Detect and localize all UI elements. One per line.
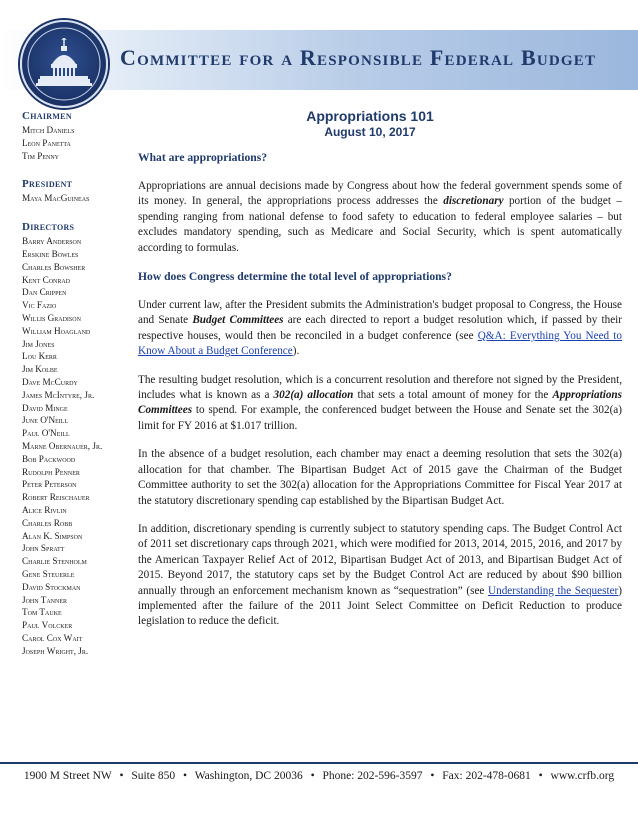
director-name: Erskine Bowles <box>22 248 79 259</box>
director-name: Dave McCurdy <box>22 376 78 387</box>
text-span: are each directed to report a budget resolution which, if passed by their respective houses, would then be reconciled in a budget conference (see <box>138 314 622 342</box>
director-name: Charles Robb <box>22 517 73 528</box>
director-name: Charles Bowsher <box>22 261 86 272</box>
paragraph <box>138 179 622 256</box>
paragraph <box>138 373 622 435</box>
text-span: ) implemented after the failure of the 2011 Joint Select Committee on Deficit Reduction to produce legislation to reduce the deficit. <box>138 584 623 628</box>
director-name: Tom Tauke <box>22 607 62 618</box>
director-name: Paul O'Neill <box>22 428 70 439</box>
paragraph: In the absence of a budget resolution, each chamber may enact a deeming resolution that sets the 302(a) allocation for that chamber. The Bipartisan Budget Act of 2015 gave the Chairman of the Budget Committee authority to set the 302(a) allocation for the Appropriations Committee for Fiscal Year 2017 at the statutory discretionary spending cap established by the Bipartisan Budget Act. <box>138 448 622 507</box>
capitol-seal-logo <box>20 20 108 108</box>
text-span: Under current law, after the President submits the Administration's budget proposal to Congress, the House and Senate <box>138 299 622 327</box>
director-name: William Hoagland <box>22 325 91 336</box>
director-name: Paul Volcker <box>22 620 73 631</box>
director-name: Jim Kolbe <box>22 364 58 375</box>
emphasis-text: Appropriations Committees <box>138 389 622 417</box>
paragraph <box>138 298 622 360</box>
bullet-separator: • <box>119 770 124 782</box>
director-name: Alice Rivlin <box>22 504 67 515</box>
chairmen-heading: Chairmen <box>22 110 72 122</box>
document-title: Appropriations 101 <box>306 108 434 124</box>
director-name: Lou Kerr <box>22 351 57 362</box>
understanding-sequester-link[interactable]: Understanding the Sequester <box>488 584 619 597</box>
director-name: Marne Obernauer, Jr. <box>22 440 103 451</box>
director-name: June O'Neill <box>22 415 69 426</box>
text-span: In addition, discretionary spending is currently subject to statutory spending caps. The Budget Control Act of 2011 set discretionary caps through 2021, which were modified for 2013, 2014, 2015, 2016, and 2017 by the American Taxpayer Relief Act of 2012, Bipartisan Budget Act of 2013, and Bipartisan Budget Act of 2015. Beyond 2017, the statutory caps set by the Budget Control Act are reduced by about $90 billion annually through an enforcement mechanism known as “sequestration” (see <box>138 522 622 597</box>
bullet-separator: • <box>182 770 188 782</box>
director-name: John Spratt <box>22 543 65 554</box>
footer-fax: Fax: 202-478-0681 <box>442 770 531 782</box>
director-name: Barry Anderson <box>22 236 82 247</box>
directors-heading: Directors <box>22 221 75 234</box>
director-name: Joseph Wright, Jr. <box>22 645 89 656</box>
director-name: Gene Steuerle <box>22 568 75 579</box>
chairman-name: Leon Panetta <box>22 137 71 148</box>
text-span: Appropriations are annual decisions made by Congress about how the federal government spends some of its money. In general, the appropriations process addresses the <box>138 180 622 208</box>
emphasis-text: discretionary <box>443 195 504 208</box>
director-name: Bob Packwood <box>22 453 76 464</box>
emphasis-text: Budget Committees <box>192 314 284 327</box>
director-name: Jim Jones <box>22 338 55 349</box>
director-name: Charlie Stenholm <box>22 556 87 567</box>
president-heading: President <box>22 178 73 191</box>
text-span: portion of the budget – spending ranging from national defense to food safety to education to federal employee salaries – but excludes mandatory spending, such as Medicare and Social Security, which is spent automatically according to formulas. <box>138 195 622 254</box>
footer-suite: Suite 850 <box>131 770 176 782</box>
capitol-dome-icon <box>22 22 106 106</box>
director-name: Vic Fazio <box>22 300 57 311</box>
director-name: David Stockman <box>22 581 81 592</box>
question-heading: What are appropriations? <box>138 151 268 164</box>
director-name: Carol Cox Wait <box>22 632 83 643</box>
chairman-name: Mitch Daniels <box>22 125 75 135</box>
sidebar-leadership <box>22 110 132 657</box>
director-name: Dan Crippen <box>22 287 67 298</box>
director-name: Rudolph Penner <box>22 466 80 477</box>
footer-contact <box>0 770 638 782</box>
bullet-separator: • <box>430 770 435 782</box>
director-name: David Minge <box>22 402 68 413</box>
footer-website-link[interactable]: www.crfb.org <box>550 770 615 782</box>
text-span: ). <box>292 345 300 358</box>
footer-address: 1900 M Street NW <box>23 770 112 782</box>
organization-name: Committee for a Responsible Federal Budget <box>120 45 597 70</box>
director-name: Robert Reischauer <box>22 492 90 503</box>
director-name: Peter Peterson <box>22 479 77 490</box>
text-span: to spend. For example, the conferenced budget between the House and Senate set the 302(a) limit for FY 2016 at $1.017 trillion. <box>138 404 622 432</box>
budget-conference-link[interactable]: Q&A: Everything You Need to Know About a Budget Conference <box>138 329 622 358</box>
paragraph <box>138 522 622 630</box>
footer-city: Washington, DC 20036 <box>194 770 303 782</box>
director-name: Willis Gradison <box>22 312 81 323</box>
directors-list <box>22 235 132 657</box>
director-name: Alan K. Simpson <box>22 530 83 541</box>
director-name: Kent Conrad <box>22 274 71 285</box>
footer-phone: Phone: 202-596-3597 <box>322 770 423 782</box>
text-span: that sets a total amount of money for the <box>353 389 553 402</box>
director-name: James McIntyre, Jr. <box>22 389 95 400</box>
bullet-separator: • <box>538 770 543 782</box>
director-name: John Tanner <box>22 594 67 605</box>
emphasis-text: 302(a) allocation <box>273 389 354 402</box>
document-body <box>138 150 622 643</box>
chairman-name: Tim Penny <box>22 150 60 161</box>
question-heading: How does Congress determine the total level of appropriations? <box>138 270 452 284</box>
document-date: August 10, 2017 <box>324 125 416 139</box>
president-name: Maya MacGuineas <box>22 193 90 204</box>
footer-divider <box>0 762 638 764</box>
bullet-separator: • <box>310 770 315 782</box>
text-span: The resulting budget resolution, which is a concurrent resolution and therefore not signed by the President, includes what is known as a <box>138 373 622 402</box>
